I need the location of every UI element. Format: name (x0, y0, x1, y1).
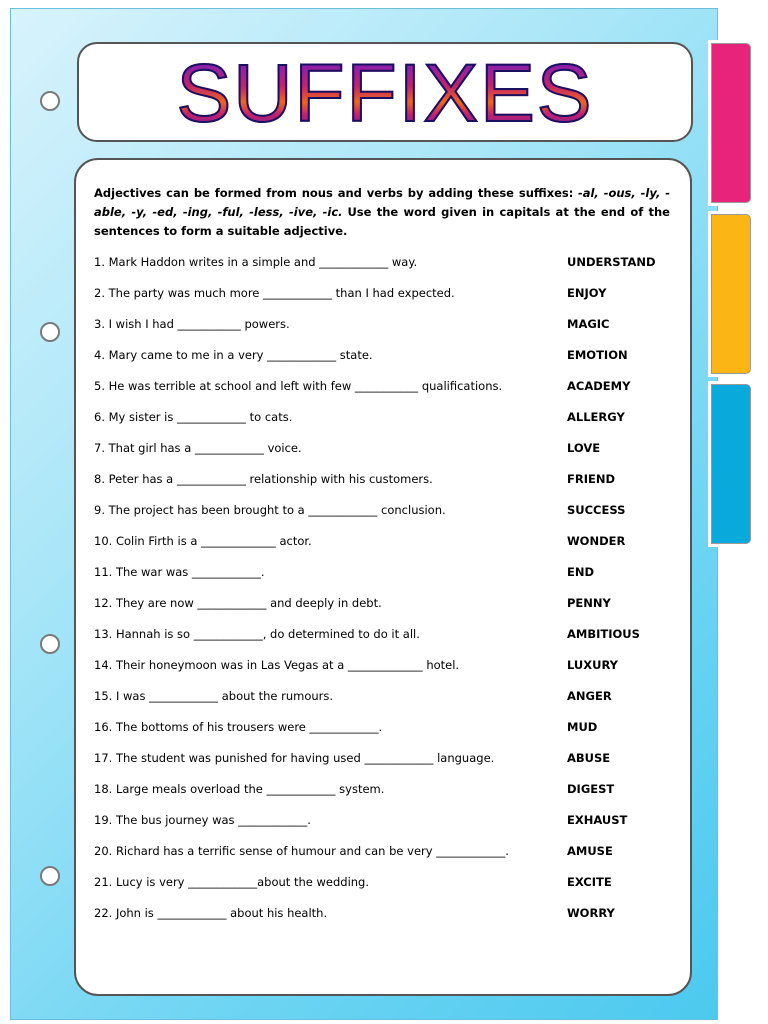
base-word: AMBITIOUS (567, 627, 640, 641)
question-row (94, 315, 674, 333)
question-text: 22. John is ____________ about his health. (94, 906, 328, 920)
question-text: 2. The party was much more ____________ than I had expected. (94, 286, 455, 300)
question-row (94, 470, 674, 488)
question-row (94, 532, 674, 550)
question-text: 17. The student was punished for having used ____________ language. (94, 751, 495, 765)
binder-hole (40, 866, 60, 886)
base-word: EMOTION (567, 348, 628, 362)
base-word: LOVE (567, 441, 601, 455)
question-text: 11. The war was ____________. (94, 565, 265, 579)
question-text: 18. Large meals overload the ____________ system. (94, 782, 385, 796)
question-text: 8. Peter has a ____________ relationship with his customers. (94, 472, 433, 486)
question-text: 1. Mark Haddon writes in a simple and ____________ way. (94, 255, 418, 269)
question-row (94, 718, 674, 736)
exercise-box (74, 158, 692, 996)
binder-hole (40, 634, 60, 654)
question-text: 3. I wish I had ___________ powers. (94, 317, 290, 331)
question-row (94, 501, 674, 519)
question-text: 5. He was terrible at school and left with few ___________ qualifications. (94, 379, 503, 393)
question-text: 7. That girl has a ____________ voice. (94, 441, 302, 455)
question-row (94, 439, 674, 457)
question-text: 9. The project has been brought to a ____________ conclusion. (94, 503, 446, 517)
question-text: 12. They are now ____________ and deeply in debt. (94, 596, 382, 610)
base-word: WORRY (567, 906, 615, 920)
base-word: ACADEMY (567, 379, 631, 393)
question-row (94, 842, 674, 860)
question-row (94, 873, 674, 891)
base-word: ANGER (567, 689, 612, 703)
question-text: 10. Colin Firth is a _____________ actor. (94, 534, 312, 548)
divider-tab-orange (708, 211, 754, 377)
base-word: ENJOY (567, 286, 607, 300)
question-row (94, 408, 674, 426)
question-row (94, 594, 674, 612)
base-word: AMUSE (567, 844, 613, 858)
base-word: EXHAUST (567, 813, 628, 827)
question-text: 13. Hannah is so ____________, do determined to do it all. (94, 627, 420, 641)
page-title: SUFFIXES (176, 48, 594, 139)
divider-tab-blue (708, 381, 754, 547)
question-row (94, 656, 674, 674)
base-word: MUD (567, 720, 598, 734)
base-word: LUXURY (567, 658, 619, 672)
question-text: 19. The bus journey was ____________. (94, 813, 311, 827)
question-text: 20. Richard has a terrific sense of humour and can be very ____________. (94, 844, 509, 858)
base-word: SUCCESS (567, 503, 626, 517)
instructions (94, 184, 670, 241)
base-word: ALLERGY (567, 410, 625, 424)
question-row (94, 687, 674, 705)
base-word: END (567, 565, 595, 579)
binder-hole (40, 91, 60, 111)
question-row (94, 377, 674, 395)
title-box (77, 42, 693, 142)
binder-hole (40, 322, 60, 342)
base-word: MAGIC (567, 317, 610, 331)
question-text: 4. Mary came to me in a very ____________ state. (94, 348, 373, 362)
question-row (94, 253, 674, 271)
question-row (94, 346, 674, 364)
base-word: EXCITE (567, 875, 612, 889)
question-row (94, 749, 674, 767)
instructions-suffixes: -al, -ous, -ly, -able, -y, -ed, -ing, -ful, -less, -ive, -ic. (94, 186, 671, 219)
base-word: FRIEND (567, 472, 616, 486)
base-word: ABUSE (567, 751, 611, 765)
question-text: 16. The bottoms of his trousers were ____________. (94, 720, 383, 734)
instructions-task: Use the word given in capitals at the end of the sentences to form a suitable adjective. (94, 205, 670, 238)
question-row (94, 625, 674, 643)
instructions-lead: Adjectives can be formed from nous and verbs by adding these suffixes: (94, 186, 574, 200)
base-word: WONDER (567, 534, 626, 548)
question-row (94, 284, 674, 302)
divider-tab-pink (708, 40, 754, 206)
base-word: DIGEST (567, 782, 615, 796)
question-text: 15. I was ____________ about the rumours. (94, 689, 334, 703)
question-text: 6. My sister is ____________ to cats. (94, 410, 293, 424)
base-word: UNDERSTAND (567, 255, 656, 269)
question-row (94, 811, 674, 829)
question-row (94, 780, 674, 798)
question-text: 21. Lucy is very ____________about the wedding. (94, 875, 370, 889)
base-word: PENNY (567, 596, 611, 610)
question-text: 14. Their honeymoon was in Las Vegas at a _____________ hotel. (94, 658, 460, 672)
question-row (94, 563, 674, 581)
question-row (94, 904, 674, 922)
